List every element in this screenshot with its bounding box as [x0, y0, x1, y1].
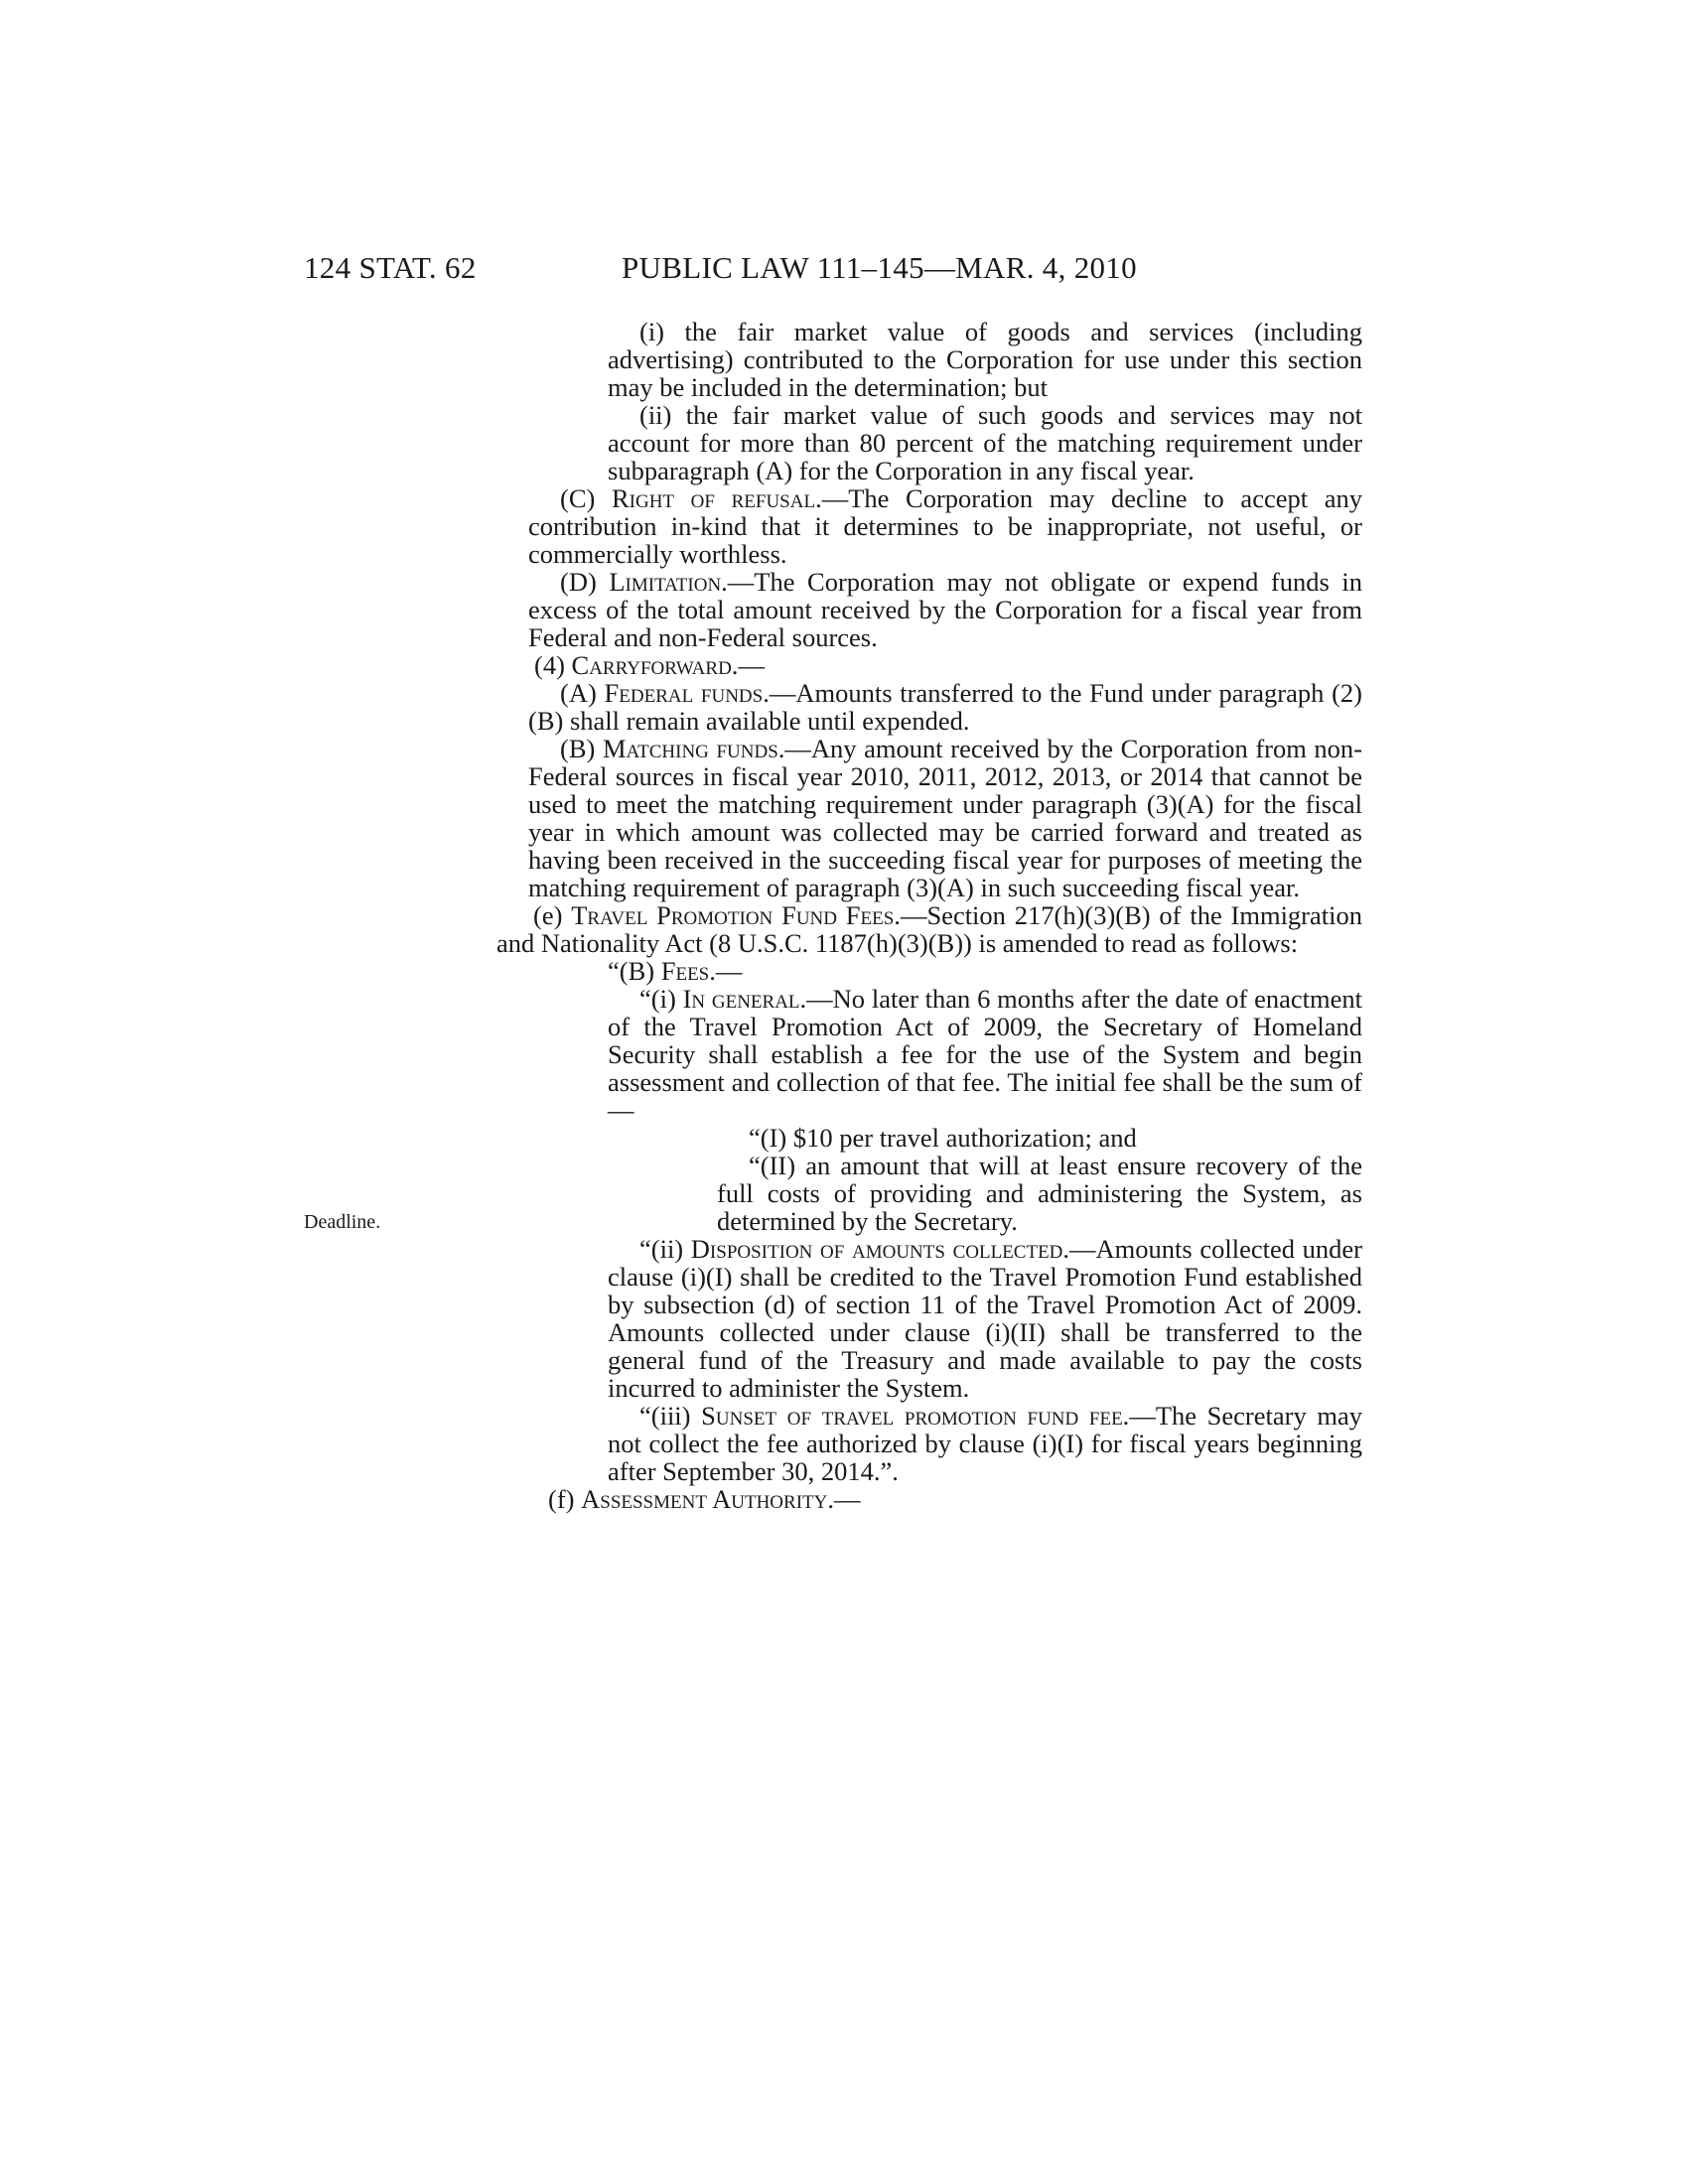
subsection-f: [496, 1485, 1362, 1513]
subpara-4b-heading: Matching funds.: [602, 734, 785, 763]
paragraph-4-heading: Carryforward.: [571, 650, 739, 680]
clause-fees-ii-num: “(ii): [639, 1234, 684, 1264]
clause-fees-ii: [608, 1235, 1362, 1402]
clause-fees-iii-num: “(iii): [639, 1401, 691, 1431]
subsection-f-num: (f): [548, 1484, 575, 1514]
subpara-fees-heading: Fees.: [660, 956, 716, 986]
clause-fees-i: [608, 985, 1362, 1124]
subpara-d-num: (D): [560, 567, 597, 597]
subpara-c: [528, 484, 1362, 568]
subpara-c-num: (C): [560, 483, 596, 513]
paragraph-4-dash: —: [738, 650, 765, 680]
subclause-I: “(I) $10 per travel authorization; and: [749, 1123, 1137, 1153]
subpara-d: [528, 568, 1362, 651]
clause-fees-iii-text: —The Secretary may not collect the fee authorized by clause (i)(I) for fiscal years beginning after September 30, 2014.”.: [608, 1401, 1363, 1486]
subpara-c-text: —The Corporation may decline to accept any contribution in-kind that it determines to be inappropriate, not useful, or commercially worthless.: [528, 483, 1362, 569]
clause-b-ii: (ii) the fair market value of such goods and services may not account for more than 80 percent of the matching requirement under subparagraph (A) for the Corporation in any fiscal year.: [608, 400, 1362, 485]
subpara-4a: [528, 679, 1362, 735]
subpara-4a-text: —Amounts transferred to the Fund under paragraph (2)(B) shall remain available until expended.: [528, 678, 1363, 736]
subsection-f-heading: Assessment Authority.: [581, 1484, 834, 1514]
subsection-e-num: (e): [533, 900, 563, 930]
page-number: 124 STAT. 62: [304, 250, 477, 285]
subclause-II: “(II) an amount that will at least ensure recovery of the full costs of providing and administering the System, as determined by the Secretary.: [717, 1151, 1362, 1236]
subsection-e-heading: Travel Promotion Fund Fees.: [571, 900, 901, 930]
subpara-4a-heading: Federal funds.: [604, 678, 770, 708]
subpara-4b-text: —Any amount received by the Corporation from non-Federal sources in fiscal year 2010, 2011, 2012, 2013, or 2014 that cannot be used to meet the matching requirement under paragraph (3)(A) for the fiscal year in which amount was collected may be carried forward and treated as having been received in the succeeding fiscal year for purposes of meeting the matching requirement of paragraph (3)(A) in such succeeding fiscal year.: [528, 734, 1363, 902]
clause-fees-i-num: “(i): [639, 984, 676, 1014]
running-header: PUBLIC LAW 111–145—MAR. 4, 2010: [622, 250, 1137, 285]
subsection-f-dash: —: [833, 1484, 861, 1514]
clause-b-i: (i) the fair market value of goods and services (including advertising) contributed to the Corporation for use under this section may be included in the determination; but: [608, 317, 1362, 402]
clause-fees-iii: [608, 1402, 1362, 1485]
subpara-d-text: —The Corporation may not obligate or expend funds in excess of the total amount received by the Corporation for a fiscal year from Federal and non-Federal sources.: [528, 567, 1362, 652]
subsection-e-text: —Section 217(h)(3)(B) of the Immigration and Nationality Act (8 U.S.C. 1187(h)(3)(B)) is amended to read as follows:: [496, 900, 1362, 958]
clause-fees-i-heading: In general.: [682, 984, 807, 1014]
paragraph-4: [496, 651, 1362, 679]
statute-text: [496, 318, 1362, 1513]
subpara-fees-dash: —: [715, 956, 743, 986]
paragraph-4-num: (4): [534, 650, 565, 680]
subpara-fees: [496, 957, 1362, 985]
clause-fees-i-text: —No later than 6 months after the date of enactment of the Travel Promotion Act of 2009, the Secretary of Homeland Security shall establish a fee for the use of the System and begin assessment and collection of that fee. The initial fee shall be the sum of—: [608, 984, 1363, 1125]
clause-fees-iii-heading: Sunset of travel promotion fund fee.: [701, 1401, 1130, 1431]
subpara-d-heading: Limitation.: [609, 567, 728, 597]
subpara-4a-num: (A): [560, 678, 597, 708]
subpara-c-heading: Right of refusal.: [611, 483, 822, 513]
subpara-4b-num: (B): [560, 734, 596, 763]
subpara-fees-num: “(B): [608, 956, 655, 986]
clause-fees-ii-heading: Disposition of amounts collected.: [690, 1234, 1070, 1264]
subpara-4b: [528, 735, 1362, 901]
margin-note-deadline: Deadline.: [304, 1211, 381, 1233]
clause-fees-ii-text: —Amounts collected under clause (i)(I) shall be credited to the Travel Promotion Fund established by subsection (d) of section 11 of the Travel Promotion Act of 2009. Amounts collected under clause (i)(II) shall be transferred to the general fund of the Treasury and made available to pay the costs incurred to administer the System.: [608, 1234, 1362, 1403]
subsection-e: [496, 901, 1362, 957]
